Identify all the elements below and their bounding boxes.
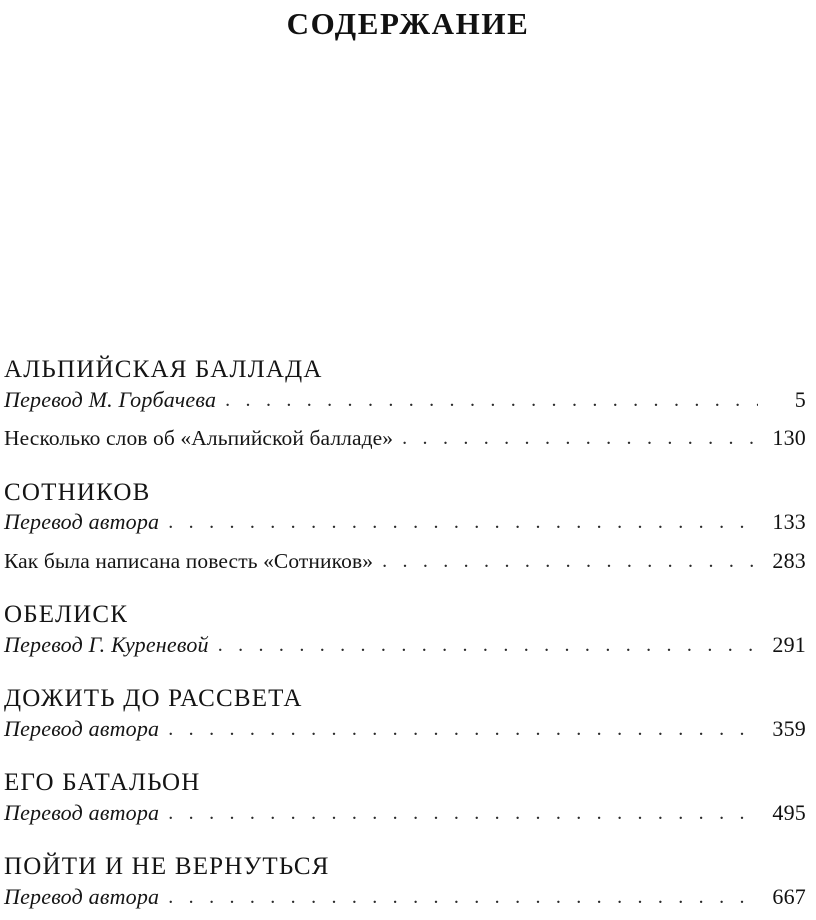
toc-entry[interactable] [4, 716, 806, 742]
page-title: СОДЕРЖАНИЕ [286, 6, 530, 41]
work-title[interactable]: ДОЖИТЬ ДО РАССВЕТА [4, 685, 303, 713]
toc-entry-label: Перевод автора [4, 715, 160, 741]
toc-entry-page-number: 667 [772, 883, 806, 909]
toc-group [4, 768, 806, 826]
toc-entry-page-number: 495 [772, 799, 806, 825]
table-of-contents [4, 355, 806, 910]
work-title[interactable]: ПОЙТИ И НЕ ВЕРНУТЬСЯ [4, 853, 330, 881]
toc-entry-page-number: 5 [794, 386, 806, 412]
toc-group [4, 355, 806, 452]
toc-group [4, 684, 806, 742]
dot-leader [168, 717, 758, 741]
toc-entry-label: Несколько слов об «Альпийской балладе» [4, 425, 394, 450]
dot-leader [402, 426, 758, 450]
toc-entry[interactable] [4, 548, 806, 575]
toc-group [4, 478, 806, 575]
toc-entry-label: Перевод автора [4, 509, 160, 535]
work-title[interactable]: ОБЕЛИСК [4, 601, 129, 629]
work-title[interactable]: АЛЬПИЙСКАЯ БАЛЛАДА [4, 356, 323, 383]
toc-entry-page-number: 291 [772, 631, 806, 657]
toc-entry-label: Перевод автора [4, 799, 160, 825]
toc-entry[interactable] [4, 425, 806, 452]
toc-entry-label: Как была написана повесть «Сотников» [4, 548, 374, 573]
toc-entry[interactable] [4, 509, 806, 535]
dot-leader [168, 885, 758, 909]
toc-entry[interactable] [4, 800, 806, 826]
toc-entry-label: Перевод автора [4, 883, 160, 909]
dot-leader [168, 510, 758, 534]
toc-entry-page-number: 283 [772, 547, 806, 573]
toc-group [4, 600, 806, 658]
toc-entry-page-number: 359 [772, 715, 806, 741]
toc-entry-label: Перевод Г. Куреневой [4, 631, 209, 657]
toc-entry-label: Перевод М. Горбачева [4, 386, 217, 412]
toc-group [4, 852, 806, 910]
toc-entry-page-number: 130 [772, 424, 806, 450]
toc-entry[interactable] [4, 632, 806, 658]
dot-leader [225, 388, 758, 412]
dot-leader [168, 801, 758, 825]
work-title[interactable]: ЕГО БАТАЛЬОН [4, 769, 201, 797]
toc-entry[interactable] [4, 884, 806, 910]
toc-entry-page-number: 133 [772, 509, 806, 535]
dot-leader [382, 549, 758, 573]
dot-leader [218, 633, 758, 657]
work-title[interactable]: СОТНИКОВ [4, 478, 151, 506]
toc-entry[interactable] [4, 387, 806, 413]
